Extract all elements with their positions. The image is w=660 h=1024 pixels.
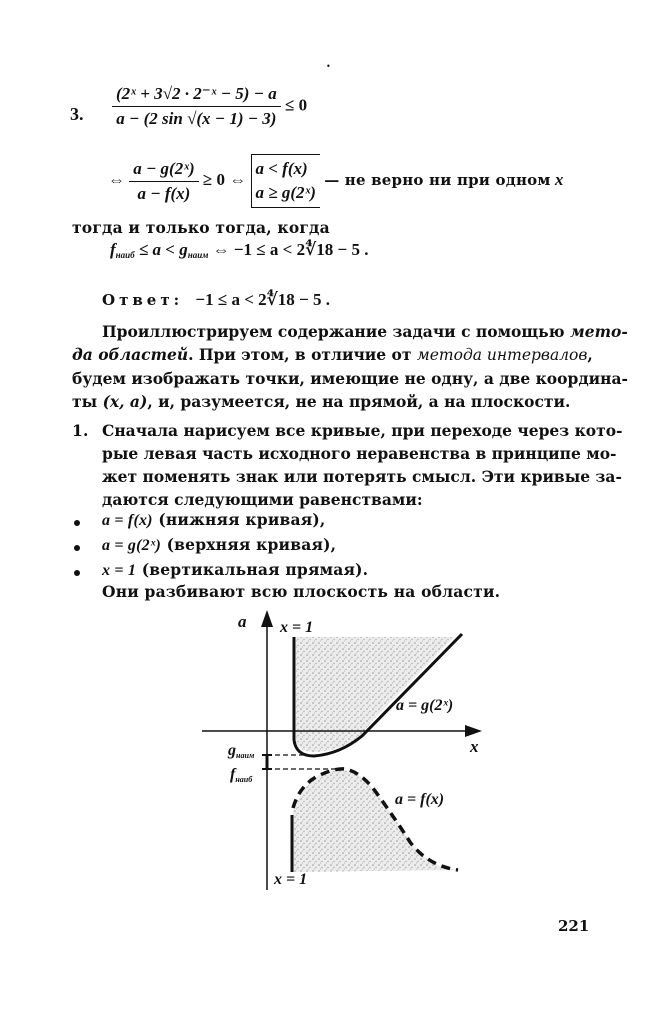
f-subscript: наиб <box>115 250 135 260</box>
equiv-numerator: a − g(2ˣ) <box>133 158 195 178</box>
lower-region-shading <box>292 770 460 872</box>
bullet-note: (верхняя кривая), <box>166 535 337 554</box>
step-line: Сначала нарисуем все кривые, при переходе через кото- <box>102 421 623 440</box>
para-text: ты <box>72 392 98 411</box>
bullet-formula: a = g(2ˣ) <box>102 537 162 554</box>
para-text: , <box>587 345 593 364</box>
answer-value: −1 ≤ a < 2∜18 − 5 . <box>195 290 330 309</box>
upper-curve-label: a = g(2ˣ) <box>396 697 454 714</box>
equiv-arrow-2: ⇔ <box>229 169 247 189</box>
main-denominator: a − (2 sin √(x − 1) − 3) <box>112 106 281 129</box>
bullet-note: (нижняя кривая), <box>158 510 326 529</box>
term-method-regions-cont: да областей <box>72 345 189 364</box>
cases-comment: — не верно ни при одном <box>324 170 551 189</box>
term-method-intervals: метода интервалов <box>416 346 588 364</box>
case-2: a ≥ g(2ˣ) <box>255 183 316 202</box>
bullet-note: (вертикальная прямая). <box>141 560 369 579</box>
axis-a-label: a <box>238 612 247 631</box>
coord-pair: (x, a) <box>102 392 148 411</box>
g-symbol: g <box>179 240 188 259</box>
bullet-formula: a = f(x) <box>102 512 153 529</box>
f-max-symbol: f <box>230 766 236 783</box>
para-text: , и, разумеется, не на прямой, а на плоскости. <box>147 392 571 411</box>
para-text: Проиллюстрируем содержание задачи с помощью <box>102 322 565 341</box>
g-min-symbol: g <box>228 742 236 759</box>
lower-curve-label: a = f(x) <box>395 791 445 808</box>
condition-middle: ≤ a < <box>138 240 175 259</box>
para-text: . При этом, в отличие от <box>188 345 412 364</box>
f-max-label <box>230 766 252 784</box>
equiv-arrow-1: ⇔ <box>108 169 125 189</box>
condition-rest: ⇔ −1 ≤ a < 2∜18 − 5 . <box>212 240 369 259</box>
problem-number: 3. <box>70 104 84 124</box>
x-equals-1-top-label: x = 1 <box>280 619 314 636</box>
main-numerator: (2ˣ + 3√2 · 2⁻ˣ − 5) − a <box>116 84 277 103</box>
step-line: жет поменять знак или потерять смысл. Эти кривые за- <box>102 467 622 486</box>
equiv-denominator: a − f(x) <box>129 181 198 204</box>
answer-label: Ответ: <box>102 291 184 309</box>
condition-text: тогда и только тогда, когда <box>72 218 330 237</box>
case-1: a < f(x) <box>255 159 308 178</box>
stray-mark: • <box>326 62 331 71</box>
para-line-3: будем изображать точки, имеющие не одну, а две координа- <box>72 369 628 388</box>
x-equals-1-bottom-label: x = 1 <box>274 871 308 888</box>
step-line: рые левая часть исходного неравенства в принципе мо- <box>102 444 617 463</box>
step-closing: Они разбивают всю плоскость на области. <box>102 582 501 601</box>
g-min-subscript: наим <box>236 751 255 760</box>
term-method-regions: мето- <box>569 322 628 341</box>
g-min-label <box>228 742 254 760</box>
upper-region-shading <box>296 637 454 752</box>
f-max-subscript: наиб <box>235 775 253 784</box>
step-line: даются следующими равенствами: <box>102 490 423 509</box>
g-subscript: наим <box>187 250 209 260</box>
step-number: 1. <box>72 421 89 440</box>
x-axis-arrow-icon <box>465 725 482 737</box>
page-number: 221 <box>558 917 590 935</box>
a-axis-arrow-icon <box>261 610 273 627</box>
f-symbol: f <box>110 240 116 259</box>
main-relation: ≤ 0 <box>284 95 308 115</box>
axis-x-label: x <box>470 737 479 756</box>
cases-comment-var: x <box>554 169 564 189</box>
bullet-formula: x = 1 <box>102 562 137 579</box>
equiv-relation: ≥ 0 <box>202 169 225 189</box>
